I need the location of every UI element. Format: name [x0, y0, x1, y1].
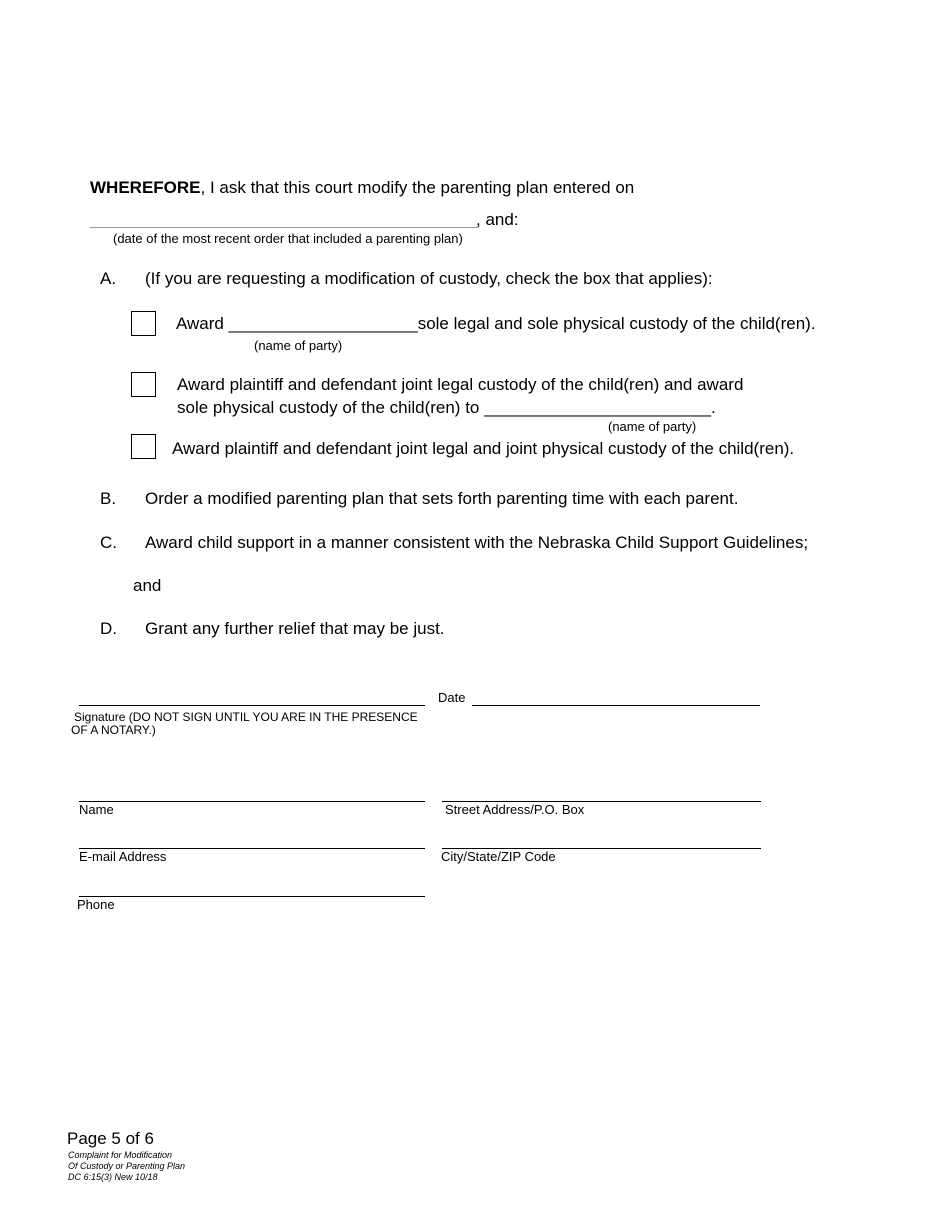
item-a-letter: A. — [100, 269, 117, 288]
item-b-letter: B. — [100, 489, 117, 508]
option-sole-custody-text — [176, 314, 816, 334]
date-line[interactable] — [472, 705, 760, 706]
option-joint-physical-text: Award plaintiff and defendant joint legal and joint physical custody of the child(ren). — [172, 439, 795, 458]
item-c-letter: C. — [100, 533, 117, 552]
name-line[interactable] — [79, 801, 425, 802]
order-date-line[interactable] — [90, 227, 478, 228]
option-sole-custody-blank[interactable]: ____________________ — [228, 314, 418, 333]
option-joint-legal-caption: (name of party) — [608, 419, 697, 434]
option-joint-legal-line1: Award plaintiff and defendant joint legal custody of the child(ren) and award — [177, 375, 744, 394]
footer-line1: Complaint for Modification — [68, 1150, 173, 1160]
option-joint-legal-line2: sole physical custody of the child(ren) to ________________________. — [177, 398, 716, 417]
wherefore-and: , and: — [476, 210, 519, 229]
page-number: Page 5 of 6 — [67, 1129, 154, 1148]
item-a-text: (If you are requesting a modification of custody, check the box that applies): — [145, 269, 713, 288]
option-joint-physical-checkbox[interactable] — [131, 434, 156, 459]
signature-line[interactable] — [79, 705, 425, 706]
phone-label: Phone — [77, 897, 115, 912]
item-b-text: Order a modified parenting plan that sets forth parenting time with each parent. — [145, 489, 739, 508]
footer-line3: DC 6:15(3) New 10/18 — [68, 1172, 158, 1182]
signature-label-line2: OF A NOTARY.) — [71, 723, 156, 737]
wherefore-paragraph — [90, 178, 634, 198]
option-sole-custody-suffix: sole legal and sole physical custody of the child(ren). — [417, 314, 816, 333]
email-label: E-mail Address — [79, 849, 167, 864]
option-joint-legal-checkbox[interactable] — [131, 372, 156, 397]
option-sole-custody-checkbox[interactable] — [131, 311, 156, 336]
street-label: Street Address/P.O. Box — [445, 802, 585, 817]
city-label: City/State/ZIP Code — [441, 849, 556, 864]
item-d-text: Grant any further relief that may be just. — [145, 619, 445, 638]
item-d-letter: D. — [100, 619, 117, 638]
item-c-text: Award child support in a manner consistent with the Nebraska Child Support Guidelines; — [145, 533, 809, 552]
name-label: Name — [79, 802, 114, 817]
footer-line2: Of Custody or Parenting Plan — [68, 1161, 186, 1171]
phone-line[interactable] — [79, 896, 425, 897]
wherefore-text: , I ask that this court modify the parenting plan entered on — [200, 178, 635, 197]
wherefore-lead: WHEREFORE — [90, 178, 201, 197]
order-date-caption: (date of the most recent order that included a parenting plan) — [113, 231, 463, 246]
option-sole-custody-caption: (name of party) — [254, 338, 343, 353]
item-c-cont: and — [133, 576, 162, 595]
signature-label-line1: Signature (DO NOT SIGN UNTIL YOU ARE IN THE PRESENCE — [74, 710, 418, 724]
option-sole-custody-prefix: Award — [176, 314, 229, 333]
date-label: Date — [438, 690, 466, 705]
